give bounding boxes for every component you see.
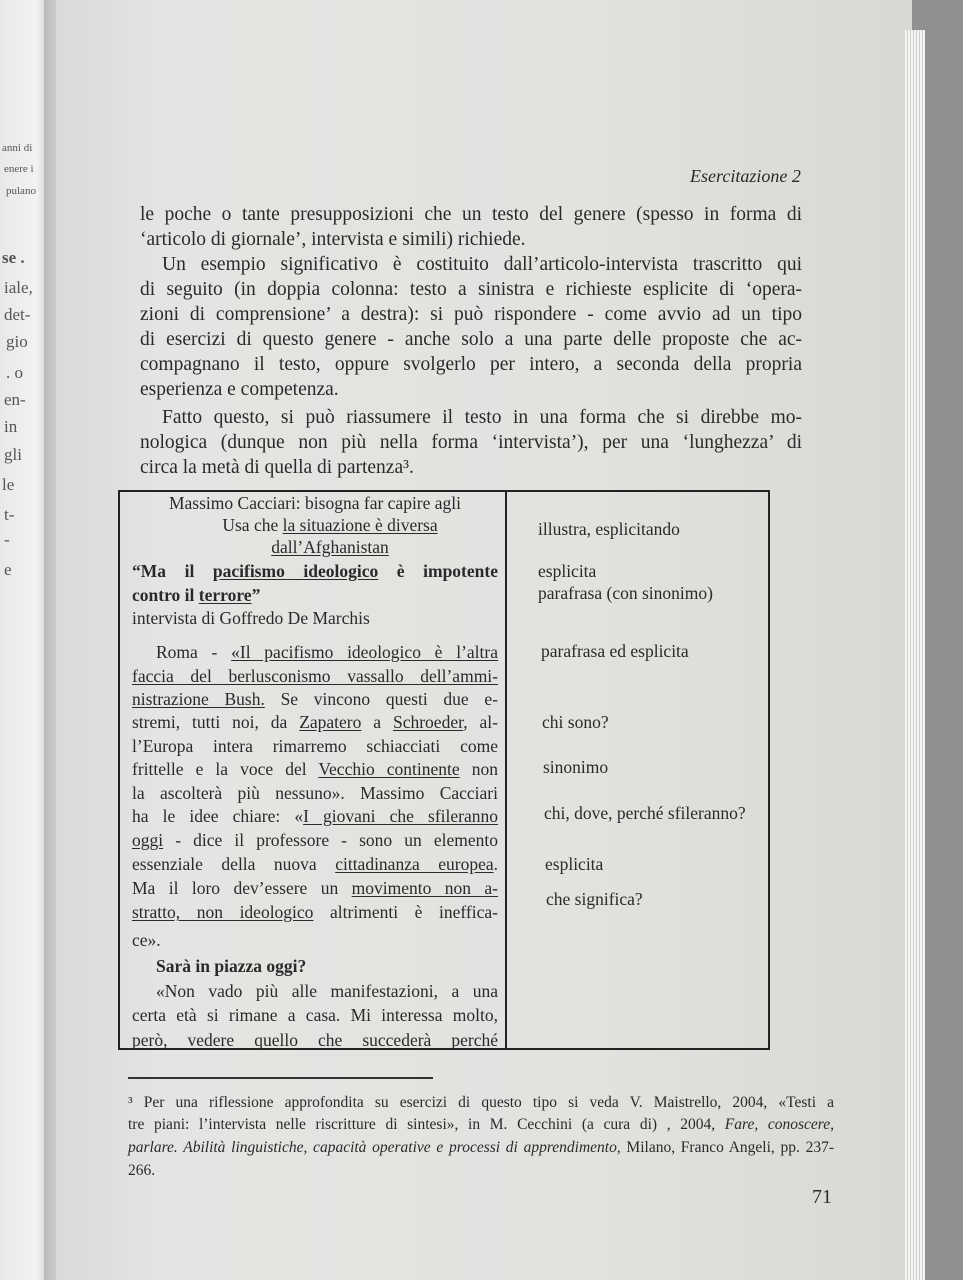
comprehension-prompt: chi, dove, perché sfileranno? <box>544 803 746 823</box>
text-segment: altrimenti è ineffica- <box>313 902 498 922</box>
text-segment: 266. <box>128 1162 156 1179</box>
facing-page-fragment: e <box>4 560 12 579</box>
table-text-line <box>132 735 498 757</box>
text-segment: stremi, tutti noi, da <box>132 712 300 732</box>
text-segment: Roma - <box>156 642 232 662</box>
underlined-text: Schroeder <box>392 712 464 732</box>
body-line: di esercizi di questo genere - anche solo a una parte delle proposte che ac- <box>140 329 802 350</box>
table-text-line <box>132 514 498 536</box>
table-text-line <box>132 536 498 558</box>
text-segment: Usa che <box>222 515 283 535</box>
text-segment: . <box>493 854 498 874</box>
text-segment: , Milano, Franco Angeli, pp. 237- <box>616 1139 834 1156</box>
text-segment: Sarà in piazza oggi? <box>156 956 307 976</box>
text-segment: contro il <box>132 585 199 605</box>
body-line: compagnano il testo, oppure svolgerlo per intero, a seconda della propria <box>140 354 802 375</box>
body-line: di seguito (in doppia colonna: testo a sinistra e richieste esplicite di ‘opera- <box>140 279 802 300</box>
text-segment: - dice il professore - sono un elemento <box>163 830 498 850</box>
table-text-line <box>132 805 498 827</box>
facing-page-fragment: det- <box>4 305 31 324</box>
underlined-text: Vecchio continente <box>318 759 460 779</box>
comprehension-prompt: chi sono? <box>542 712 609 732</box>
text-segment: Massimo Cacciari: bisogna far capire agli <box>168 493 462 513</box>
body-line: le poche o tante presupposizioni che un testo del genere (spesso in forma di <box>140 204 802 225</box>
table-text-line <box>132 1004 498 1026</box>
body-line: zioni di comprensione’ a destra): si può rispondere - come avvio ad un tipo <box>140 304 802 325</box>
text-segment: frittelle e la voce del <box>132 759 319 779</box>
text-segment: parlare. Abilità linguistiche, capacità operative e processi di apprendimento <box>128 1139 617 1156</box>
text-segment: l’Europa intera rimarremo schiacciati come <box>132 736 498 756</box>
table-text-line <box>132 929 498 951</box>
table-text-line <box>132 607 498 629</box>
table-text-line <box>132 955 498 977</box>
text-segment: ce». <box>132 930 161 950</box>
text-segment: ha le idee chiare: « <box>132 806 304 826</box>
text-segment: certa età si rimane a casa. Mi interessa molto, <box>132 1005 498 1025</box>
table-text-line <box>132 829 498 851</box>
body-line: Un esempio significativo è costituito dall’articolo-intervista trascritto qui <box>162 254 802 275</box>
footnote-line <box>128 1139 834 1157</box>
text-segment: la ascolterà più nessuno». Massimo Cacciari <box>132 783 498 803</box>
underlined-text: faccia del berlusconismo vassallo dell’ammi- <box>132 666 498 686</box>
underlined-text: oggi <box>132 830 164 850</box>
facing-page-fragment: le <box>2 475 15 494</box>
underlined-text: cittadinanza europea <box>335 854 494 874</box>
body-line: circa la metà di quella di partenza³. <box>140 457 414 478</box>
table-text-line <box>132 560 498 582</box>
text-segment: ” <box>251 585 261 605</box>
underlined-text: terrore <box>198 585 252 605</box>
table-text-line <box>132 641 498 663</box>
underlined-text: pacifismo ideologico <box>212 561 379 581</box>
comprehension-prompt: che significa? <box>546 889 643 909</box>
table-text-line <box>132 980 498 1002</box>
text-segment: Ma il loro dev’essere un <box>132 878 352 898</box>
table-text-line <box>132 711 498 733</box>
comprehension-prompt: illustra, esplicitando <box>538 519 680 539</box>
table-column-divider <box>505 490 507 1050</box>
table-text-line <box>132 782 498 804</box>
text-segment: a <box>361 712 393 732</box>
text-segment: è impotente <box>378 561 498 581</box>
table-text-line <box>132 758 498 780</box>
underlined-text: «Il pacifismo ideologico è l’altra <box>231 642 498 662</box>
table-text-line <box>132 584 498 606</box>
footnote-rule <box>128 1077 433 1079</box>
body-line: ‘articolo di giornale’, intervista e simili) richiede. <box>140 229 526 250</box>
facing-page-fragment: pulano <box>6 185 36 197</box>
text-segment: Fare, conoscere, <box>724 1116 834 1133</box>
table-text-line <box>132 901 498 923</box>
text-segment: «Non vado più alle manifestazioni, a una <box>156 981 498 1001</box>
underlined-text: la situazione è diversa <box>282 515 438 535</box>
text-segment: , al- <box>463 712 498 732</box>
table-text-line <box>132 492 498 514</box>
facing-page-fragment: iale, <box>4 278 33 297</box>
body-line: Fatto questo, si può riassumere il testo in una forma che si direbbe mo- <box>162 407 802 428</box>
underlined-text: movimento non a- <box>351 878 498 898</box>
facing-page-fragment: enere i <box>4 163 34 175</box>
comprehension-prompt: esplicita <box>538 561 597 581</box>
body-line: nologica (dunque non più nella forma ‘intervista’), per una ‘lunghezza’ di <box>140 432 802 453</box>
text-segment: Se vincono questi due e- <box>264 689 498 709</box>
facing-page-fragment: in <box>4 417 18 436</box>
footnote-line <box>128 1094 834 1112</box>
text-segment: però, vedere quello che succederà perché <box>132 1030 498 1050</box>
body-line: esperienza e competenza. <box>140 379 339 400</box>
table-text-line <box>132 1029 498 1051</box>
text-segment: essenziale della nuova <box>132 854 336 874</box>
running-head: Esercitazione 2 <box>690 166 801 186</box>
underlined-text: Zapatero <box>299 712 362 732</box>
underlined-text: dall’Afghanistan <box>271 537 389 557</box>
table-text-line <box>132 665 498 687</box>
facing-page-fragment: - <box>4 530 10 549</box>
facing-page-fragment: t- <box>4 505 15 524</box>
text-segment: ³ Per una riflessione approfondita su esercizi di questo tipo si veda V. Maistrello, 2004, «Testi a <box>128 1094 834 1111</box>
comprehension-prompt: sinonimo <box>543 757 609 777</box>
facing-page-fragment: . o <box>6 363 23 382</box>
table-text-line <box>132 853 498 875</box>
table-text-line <box>132 688 498 710</box>
underlined-text: nistrazione Bush. <box>132 689 265 709</box>
underlined-text: I giovani che sfileranno <box>303 806 498 826</box>
footnote-line <box>128 1162 834 1180</box>
facing-page-fragment: anni di <box>2 142 33 154</box>
facing-page-fragment: gli <box>4 445 22 464</box>
facing-page-fragment: se . <box>2 248 25 267</box>
facing-page-fragment: en- <box>4 390 26 409</box>
facing-page-fragment: gio <box>6 332 28 351</box>
footnote-line <box>128 1116 834 1134</box>
table-text-line <box>132 877 498 899</box>
page-number: 71 <box>812 1186 832 1208</box>
page-edges <box>905 30 925 1280</box>
comprehension-prompt: parafrasa ed esplicita <box>541 641 689 661</box>
text-segment: intervista di Goffredo De Marchis <box>132 608 370 628</box>
text-segment: tre piani: l’intervista nelle riscritture di sintesi», in M. Cecchini (a cura di) , 2004, <box>128 1116 725 1133</box>
comprehension-prompt: parafrasa (con sinonimo) <box>538 583 713 603</box>
text-segment: “Ma il <box>132 561 213 581</box>
comprehension-prompt: esplicita <box>545 854 604 874</box>
underlined-text: stratto, non ideologico <box>132 902 314 922</box>
text-segment: non <box>459 759 498 779</box>
